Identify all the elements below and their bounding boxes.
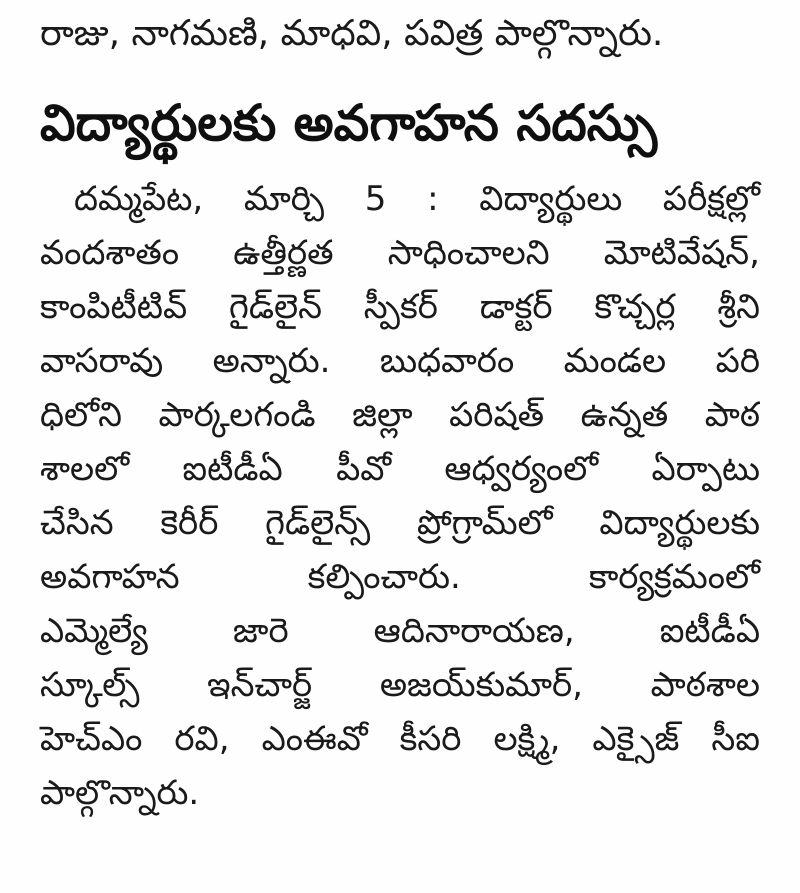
article-body-line: హెచ్‌ఎం రవి, ఎంఈవో కీసరి లక్ష్మి, ఎక్సైజ్ సీఐ <box>40 719 760 759</box>
article-body-line: అవగాహన కల్పించారు. కార్యక్రమంలో <box>40 557 760 597</box>
article-body-line: శాలలో ఐటీడీఏ పీవో ఆధ్వర్యంలో ఏర్పాటు <box>40 449 760 489</box>
article-body-line: వాసరావు అన్నారు. బుధవారం మండల పరి <box>40 341 760 381</box>
article-body-line: స్కూల్స్ ఇన్‌చార్జ్ అజయ్‌కుమార్, పాఠశాల <box>40 665 760 705</box>
article-body-line: ఎమ్మెల్యే జారె ఆదినారాయణ, ఐటీడీఏ <box>40 611 760 651</box>
previous-article-last-line: రాజు, నాగమణి, మాధవి, పవిత్ర పాల్గొన్నారు. <box>40 13 664 54</box>
article-body-line: కాంపిటీటివ్ గైడ్‌లైన్ స్పీకర్ డాక్టర్ కొచ్చర్ల శ్రీని <box>40 287 760 327</box>
article-body-line: పాల్గొన్నారు. <box>40 773 200 813</box>
article-headline: విద్యార్థులకు అవగాహన సదస్సు <box>40 94 658 152</box>
article-body-line: దమ్మపేట, మార్చి 5 : విద్యార్థులు పరీక్షల్లో <box>74 179 760 219</box>
article-body-line: వందశాతం ఉత్తీర్ణత సాధించాలని మోటివేషన్, <box>40 233 760 273</box>
article-body-line: చేసిన కెరీర్ గైడ్‌లైన్స్ ప్రోగ్రామ్‌లో విద్యార్థులకు <box>40 503 760 543</box>
article-body-line: ధిలోని పార్కలగండి జిల్లా పరిషత్ ఉన్నత పాఠ <box>40 395 760 435</box>
article-body <box>40 172 760 820</box>
